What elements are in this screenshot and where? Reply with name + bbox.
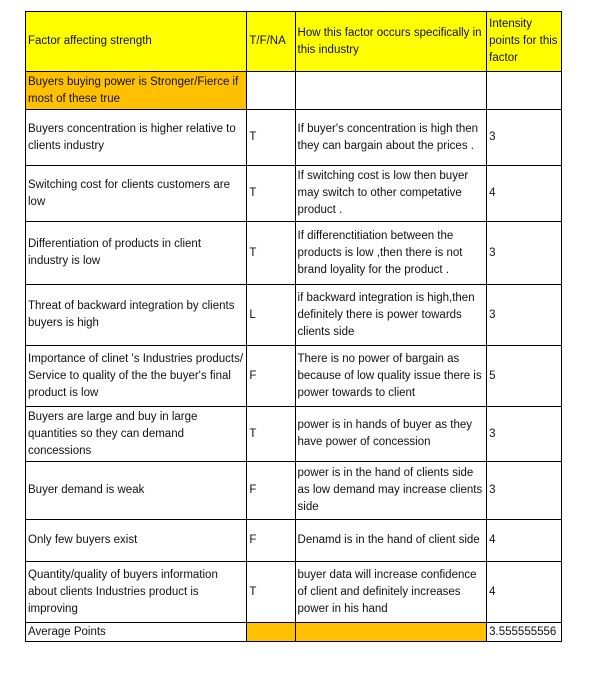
header-factor: Factor affecting strength [26, 12, 247, 72]
table-row [26, 110, 562, 166]
average-value: 3.555555556 [487, 623, 562, 642]
factor-cell: Switching cost for clients customers are low [26, 166, 247, 222]
factor-cell: Buyer demand is weak [26, 462, 247, 520]
how-cell: Denamd is in the hand of client side [295, 520, 487, 562]
tfna-cell: F [247, 520, 295, 562]
how-cell: There is no power of bargain as because of low quality issue there is power towards to client [295, 346, 487, 407]
section-empty-cell [247, 72, 295, 110]
table-row [26, 407, 562, 462]
table-row [26, 520, 562, 562]
average-empty-cell [247, 623, 295, 642]
table-row [26, 166, 562, 222]
average-label: Average Points [26, 623, 247, 642]
tfna-cell: L [247, 285, 295, 346]
tfna-cell: T [247, 110, 295, 166]
factor-cell: Only few buyers exist [26, 520, 247, 562]
how-cell: power is in the hand of clients side as low demand may increase clients side [295, 462, 487, 520]
header-how: How this factor occurs specifically in this industry [295, 12, 487, 72]
section-title: Buyers buying power is Stronger/Fierce if most of these true [26, 72, 247, 110]
tfna-cell: F [247, 462, 295, 520]
footer-row [26, 623, 562, 642]
points-cell: 3 [487, 462, 562, 520]
points-cell: 4 [487, 562, 562, 623]
section-empty-cell [487, 72, 562, 110]
table-row [26, 222, 562, 285]
points-cell: 3 [487, 110, 562, 166]
table-row [26, 346, 562, 407]
points-cell: 4 [487, 166, 562, 222]
points-cell: 4 [487, 520, 562, 562]
factor-cell: Quantity/quality of buyers information about clients Industries product is improving [26, 562, 247, 623]
buyers-power-table [25, 11, 562, 642]
factor-cell: Threat of backward integration by clients buyers is high [26, 285, 247, 346]
how-cell: If differenctitiation between the products is low ,then there is not brand loyality for the product . [295, 222, 487, 285]
how-cell: buyer data will increase confidence of client and definitely increases power in his hand [295, 562, 487, 623]
header-intensity: Intensity points for this factor [487, 12, 562, 72]
tfna-cell: T [247, 562, 295, 623]
tfna-cell: T [247, 166, 295, 222]
how-cell: if backward integration is high,then definitely there is power towards clients side [295, 285, 487, 346]
table-row [26, 462, 562, 520]
factor-cell: Buyers are large and buy in large quantities so they can demand concessions [26, 407, 247, 462]
points-cell: 3 [487, 407, 562, 462]
points-cell: 3 [487, 285, 562, 346]
section-row [26, 72, 562, 110]
tfna-cell: F [247, 346, 295, 407]
how-cell: If switching cost is low then buyer may switch to other competative product . [295, 166, 487, 222]
header-tfna: T/F/NA [247, 12, 295, 72]
section-empty-cell [295, 72, 487, 110]
factor-cell: Importance of clinet 's Industries products/ Service to quality of the the buyer's final product is low [26, 346, 247, 407]
average-empty-cell [295, 623, 487, 642]
factor-cell: Buyers concentration is higher relative to clients industry [26, 110, 247, 166]
points-cell: 5 [487, 346, 562, 407]
how-cell: power is in hands of buyer as they have power of concession [295, 407, 487, 462]
table-row [26, 562, 562, 623]
factor-cell: Differentiation of products in client industry is low [26, 222, 247, 285]
how-cell: If buyer's concentration is high then they can bargain about the prices . [295, 110, 487, 166]
header-row [26, 12, 562, 72]
tfna-cell: T [247, 407, 295, 462]
tfna-cell: T [247, 222, 295, 285]
points-cell: 3 [487, 222, 562, 285]
table-row [26, 285, 562, 346]
